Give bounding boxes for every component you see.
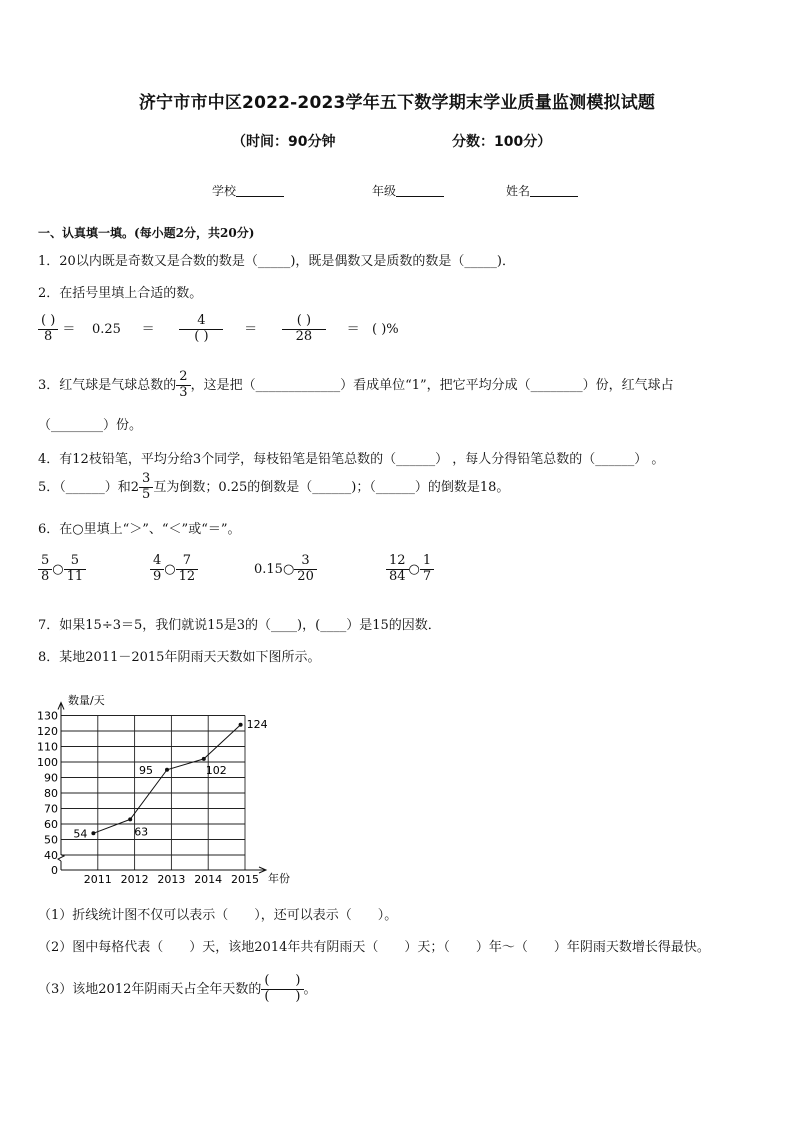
- y-tick-label: 120: [37, 725, 58, 738]
- fraction: $\frac{( )}{8}$: [38, 314, 58, 345]
- fraction: $\frac{4}{9}$: [150, 554, 164, 585]
- grade-blank[interactable]: [396, 183, 444, 197]
- question-3: 3．红气球是气球总数的 $\frac{2}{3}$ ，这是把（_____________）看成单位“1”，把它平均分成（________）份，红气球占: [38, 369, 674, 400]
- question-8-2: （2）图中每格代表（ ）天，该地2014年共有阴雨天（ ）天；（ ）年～（ ）年阴雨天数增长得最快。: [38, 940, 710, 955]
- data-label: 95: [139, 763, 153, 777]
- axis-break: [58, 855, 64, 862]
- compare-4: [386, 554, 434, 585]
- question-3-cont: （________）份。: [38, 418, 143, 433]
- data-point: [202, 757, 206, 761]
- fraction: $\frac{4}{( )}$: [179, 314, 223, 345]
- y-tick-label: 100: [37, 756, 58, 769]
- school-field[interactable]: [212, 182, 284, 199]
- section-heading: 一、认真填一填。(每小题2分，共20分): [38, 226, 255, 240]
- fraction: $\frac{( )}{28}$: [282, 314, 326, 345]
- exam-time: （时间：90分钟: [232, 134, 336, 150]
- chart-axes: [58, 703, 266, 874]
- compare-circle[interactable]: ○: [408, 561, 420, 577]
- compare-3: 0.15○ $\frac{3}{20}$: [254, 554, 317, 585]
- fraction: $\frac{5}{11}$: [64, 554, 87, 585]
- chart-ticks: [37, 710, 259, 887]
- fraction: $\frac{3}{5}$: [139, 472, 153, 503]
- data-point: [239, 723, 243, 727]
- y-tick-label: 130: [37, 709, 58, 723]
- y-tick-label: 80: [44, 787, 58, 800]
- data-point: [128, 817, 132, 821]
- question-8: 8．某地2011－2015年阴雨天天数如下图所示。: [38, 650, 321, 665]
- question-5: 5．（______）和2 $\frac{3}{5}$ 互为倒数；0.25的倒数是（______)；（______）的倒数是18。: [38, 471, 510, 502]
- fraction: $\frac{7}{12}$: [176, 554, 199, 585]
- fraction: $\frac{1}{7}$: [420, 554, 434, 585]
- question-4: 4．有12枝铅笔，平均分给3个同学，每枝铅笔是铅笔总数的（______） ，每人分得铅笔总数的（______） 。: [38, 452, 665, 467]
- x-tick-label: 2014: [194, 873, 223, 886]
- fraction: $\frac{2}{3}$: [176, 370, 190, 401]
- compare-circle[interactable]: ○: [52, 561, 64, 577]
- exam-score: 分数：100分）: [452, 134, 552, 150]
- question-1: 1．20以内既是奇数又是合数的数是（_____)，既是偶数又是质数的数是（_____)．: [38, 254, 515, 269]
- x-axis-label: 年份: [268, 872, 290, 885]
- x-tick-label: 2012: [120, 873, 149, 886]
- x-tick-label: 2011: [83, 873, 112, 886]
- data-label: 124: [246, 717, 268, 731]
- question-2: 2．在括号里填上合适的数。: [38, 286, 203, 301]
- name-label: 姓名: [506, 184, 531, 198]
- data-label: 102: [205, 763, 227, 777]
- x-tick-label: 2013: [157, 873, 186, 886]
- y-tick-label: 0: [51, 864, 58, 877]
- y-tick-label: 70: [44, 802, 58, 816]
- compare-circle[interactable]: ○: [164, 561, 176, 577]
- chart-grid: [61, 716, 245, 871]
- data-label: 63: [134, 825, 149, 839]
- question-6: 6．在○里填上“＞”、“＜”或“＝”。: [38, 522, 241, 537]
- data-point: [165, 768, 169, 772]
- y-tick-label: 40: [44, 849, 58, 862]
- data-label: 54: [73, 827, 88, 841]
- question-7: 7．如果15÷3＝5，我们就说15是3的（____)，(____）是15的因数．: [38, 618, 441, 633]
- compare-2: [150, 554, 198, 585]
- line-chart: [20, 684, 320, 889]
- y-tick-label: 110: [37, 740, 58, 754]
- fraction: $\frac{( )}{( )}$: [261, 974, 303, 1005]
- fraction: $\frac{12}{84}$: [386, 554, 409, 585]
- question-2-equation: $\frac{( )}{8}$ ＝ 0.25 ＝ $\frac{4}{( )}$ ＝ $\frac{( )}{28}$ ＝ ( )%: [38, 314, 399, 345]
- y-tick-label: 60: [44, 818, 58, 831]
- question-8-1: （1）折线统计图不仅可以表示（ ），还可以表示（ ）。: [38, 908, 398, 923]
- series-line: [93, 725, 240, 834]
- name-field[interactable]: [506, 182, 578, 199]
- chart-series: [73, 718, 267, 841]
- y-tick-label: 90: [44, 771, 58, 785]
- data-point: [91, 831, 95, 835]
- x-tick-label: 2015: [231, 873, 259, 886]
- name-blank[interactable]: [530, 183, 578, 197]
- school-label: 学校: [212, 184, 237, 198]
- page-title: 济宁市市中区2022-2023学年五下数学期末学业质量监测模拟试题: [138, 93, 656, 113]
- question-8-3: （3）该地2012年阴雨天占全年天数的 $\frac{( )}{( )}$ 。: [38, 973, 317, 1004]
- fraction: $\frac{3}{20}$: [294, 554, 317, 585]
- school-blank[interactable]: [236, 183, 284, 197]
- grade-field[interactable]: [372, 182, 444, 199]
- grade-label: 年级: [372, 184, 397, 198]
- y-tick-label: 50: [44, 833, 58, 847]
- compare-1: [38, 554, 86, 585]
- fraction: $\frac{5}{8}$: [38, 554, 52, 585]
- compare-circle[interactable]: ○: [282, 561, 295, 577]
- y-axis-label: 数量/天: [68, 694, 105, 707]
